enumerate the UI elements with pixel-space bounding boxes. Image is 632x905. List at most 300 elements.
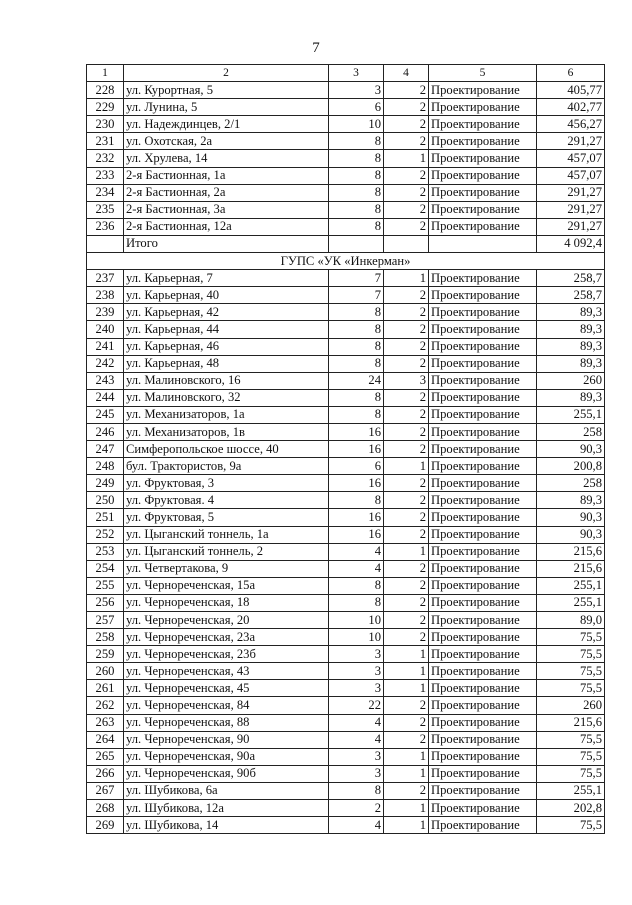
header-cell: 6 [537,65,605,82]
row-col3: 3 [329,680,384,697]
row-col3: 2 [329,800,384,817]
objects-table [86,64,605,834]
row-col3: 8 [329,594,384,611]
row-number: 262 [87,697,124,714]
row-work-type: Проектирование [429,714,537,731]
table-row [87,441,605,458]
row-col3: 22 [329,697,384,714]
row-address: ул. Фруктовая, 5 [124,509,329,526]
row-col4: 2 [384,99,429,116]
row-work-type: Проектирование [429,543,537,560]
row-work-type: Проектирование [429,389,537,406]
row-col4: 2 [384,441,429,458]
row-col3: 6 [329,458,384,475]
row-amount: 215,6 [537,714,605,731]
row-address: ул. Шубикова, 6а [124,782,329,799]
table-row [87,800,605,817]
row-col4: 2 [384,355,429,372]
row-col3: 16 [329,509,384,526]
row-number: 253 [87,543,124,560]
row-address: ул. Чернореченская, 20 [124,612,329,629]
row-address: ул. Курортная, 5 [124,82,329,99]
row-col3: 6 [329,99,384,116]
row-address: ул. Фруктовая. 4 [124,492,329,509]
row-col3: 7 [329,287,384,304]
table-row [87,714,605,731]
row-amount: 291,27 [537,201,605,218]
row-col4: 2 [384,526,429,543]
row-work-type: Проектирование [429,338,537,355]
row-number: 229 [87,99,124,116]
row-address: ул. Чернореченская, 15а [124,577,329,594]
row-address: ул. Хрулева, 14 [124,150,329,167]
row-amount: 202,8 [537,800,605,817]
table-row [87,116,605,133]
row-amount: 200,8 [537,458,605,475]
row-work-type: Проектирование [429,99,537,116]
row-col3: 10 [329,116,384,133]
table-row [87,270,605,287]
row-col3: 4 [329,560,384,577]
row-amount: 258 [537,423,605,440]
total-row [87,235,605,252]
row-amount: 90,3 [537,526,605,543]
row-amount: 255,1 [537,406,605,423]
table-row [87,82,605,99]
table-row [87,184,605,201]
row-col4: 2 [384,492,429,509]
row-amount: 255,1 [537,594,605,611]
table-row [87,646,605,663]
row-col3: 10 [329,612,384,629]
row-address: ул. Цыганский тоннель, 2 [124,543,329,560]
row-work-type: Проектирование [429,663,537,680]
table-row [87,526,605,543]
row-col4: 2 [384,133,429,150]
row-work-type: Проектирование [429,560,537,577]
row-work-type: Проектирование [429,594,537,611]
row-work-type: Проектирование [429,577,537,594]
table-row [87,748,605,765]
row-col4: 2 [384,167,429,184]
row-col3: 3 [329,646,384,663]
page-number: 7 [312,40,320,56]
row-address: ул. Малиновского, 32 [124,389,329,406]
row-number: 266 [87,765,124,782]
header-cell: 5 [429,65,537,82]
row-col4: 2 [384,509,429,526]
row-col4: 2 [384,714,429,731]
row-work-type: Проектирование [429,321,537,338]
row-col3: 8 [329,218,384,235]
row-col4: 2 [384,338,429,355]
row-col3: 16 [329,475,384,492]
row-col4: 3 [384,372,429,389]
row-number: 258 [87,629,124,646]
row-number: 268 [87,800,124,817]
row-amount: 215,6 [537,560,605,577]
row-col3: 10 [329,629,384,646]
row-col4: 2 [384,304,429,321]
row-amount: 89,3 [537,304,605,321]
row-amount: 255,1 [537,782,605,799]
row-col4: 1 [384,663,429,680]
row-work-type: Проектирование [429,406,537,423]
row-amount: 215,6 [537,543,605,560]
total-empty-cell [87,235,124,252]
row-number: 232 [87,150,124,167]
row-address: ул. Чернореченская, 90а [124,748,329,765]
row-number: 239 [87,304,124,321]
row-amount: 75,5 [537,765,605,782]
row-address: ул. Карьерная, 48 [124,355,329,372]
row-address: ул. Шубикова, 12а [124,800,329,817]
row-address: 2-я Бастионная, 3а [124,201,329,218]
table-row [87,167,605,184]
table-row [87,492,605,509]
table-row [87,321,605,338]
row-work-type: Проектирование [429,782,537,799]
row-col3: 8 [329,406,384,423]
row-number: 260 [87,663,124,680]
row-address: ул. Чернореченская, 84 [124,697,329,714]
row-col3: 16 [329,423,384,440]
row-col3: 8 [329,321,384,338]
row-number: 234 [87,184,124,201]
row-work-type: Проектирование [429,765,537,782]
row-number: 231 [87,133,124,150]
row-col3: 4 [329,731,384,748]
header-cell: 2 [124,65,329,82]
row-address: 2-я Бастионная, 2а [124,184,329,201]
row-work-type: Проектирование [429,150,537,167]
row-number: 267 [87,782,124,799]
table-row [87,406,605,423]
row-amount: 75,5 [537,817,605,834]
row-col4: 1 [384,680,429,697]
row-number: 245 [87,406,124,423]
header-cell: 4 [384,65,429,82]
row-amount: 75,5 [537,731,605,748]
row-work-type: Проектирование [429,116,537,133]
row-col4: 2 [384,560,429,577]
row-number: 238 [87,287,124,304]
row-number: 235 [87,201,124,218]
row-col4: 1 [384,150,429,167]
row-amount: 457,07 [537,167,605,184]
row-work-type: Проектирование [429,304,537,321]
row-work-type: Проектирование [429,509,537,526]
table-row [87,697,605,714]
row-number: 240 [87,321,124,338]
row-col3: 8 [329,577,384,594]
row-amount: 291,27 [537,218,605,235]
row-address: ул. Чернореченская, 18 [124,594,329,611]
row-col4: 1 [384,748,429,765]
row-amount: 75,5 [537,748,605,765]
row-number: 259 [87,646,124,663]
row-work-type: Проектирование [429,133,537,150]
row-number: 249 [87,475,124,492]
table-row [87,99,605,116]
row-address: ул. Карьерная, 46 [124,338,329,355]
row-work-type: Проектирование [429,218,537,235]
row-number: 252 [87,526,124,543]
row-col4: 2 [384,116,429,133]
row-number: 269 [87,817,124,834]
table-row [87,287,605,304]
row-col4: 2 [384,389,429,406]
row-address: ул. Охотская, 2а [124,133,329,150]
row-work-type: Проектирование [429,748,537,765]
row-col4: 1 [384,543,429,560]
row-address: Симферопольское шоссе, 40 [124,441,329,458]
row-col4: 1 [384,646,429,663]
table-row [87,782,605,799]
total-empty-cell [329,235,384,252]
row-work-type: Проектирование [429,612,537,629]
total-empty-cell [384,235,429,252]
row-work-type: Проектирование [429,458,537,475]
table-header-row [87,65,605,82]
row-number: 254 [87,560,124,577]
table-row [87,458,605,475]
row-col3: 8 [329,184,384,201]
row-work-type: Проектирование [429,355,537,372]
row-number: 256 [87,594,124,611]
row-col4: 2 [384,321,429,338]
row-address: ул. Чернореченская, 88 [124,714,329,731]
table-row [87,577,605,594]
row-amount: 90,3 [537,441,605,458]
row-col4: 2 [384,594,429,611]
row-address: ул. Чернореченская, 45 [124,680,329,697]
row-number: 257 [87,612,124,629]
row-number: 264 [87,731,124,748]
row-address: ул. Карьерная, 42 [124,304,329,321]
row-col4: 2 [384,782,429,799]
row-col3: 4 [329,714,384,731]
row-col4: 2 [384,423,429,440]
row-col3: 16 [329,526,384,543]
row-col3: 8 [329,167,384,184]
row-number: 242 [87,355,124,372]
row-col4: 2 [384,287,429,304]
row-work-type: Проектирование [429,800,537,817]
row-work-type: Проектирование [429,167,537,184]
row-amount: 457,07 [537,150,605,167]
row-work-type: Проектирование [429,731,537,748]
row-col4: 2 [384,629,429,646]
row-col3: 7 [329,270,384,287]
row-col3: 8 [329,492,384,509]
table-row [87,663,605,680]
row-number: 247 [87,441,124,458]
row-amount: 89,3 [537,321,605,338]
row-amount: 291,27 [537,184,605,201]
row-address: ул. Четвертакова, 9 [124,560,329,577]
row-amount: 260 [537,372,605,389]
row-col3: 8 [329,201,384,218]
row-col3: 4 [329,543,384,560]
row-work-type: Проектирование [429,184,537,201]
row-address: ул. Фруктовая, 3 [124,475,329,492]
row-col4: 2 [384,697,429,714]
table-row [87,680,605,697]
row-address: ул. Надеждинцев, 2/1 [124,116,329,133]
row-number: 241 [87,338,124,355]
row-amount: 260 [537,697,605,714]
row-work-type: Проектирование [429,372,537,389]
table-body [87,65,605,834]
row-number: 250 [87,492,124,509]
row-number: 248 [87,458,124,475]
section-title: ГУПС «УК «Инкерман» [87,253,605,270]
row-address: ул. Карьерная, 7 [124,270,329,287]
row-address: ул. Карьерная, 40 [124,287,329,304]
row-address: ул. Карьерная, 44 [124,321,329,338]
row-address: ул. Чернореченская, 23а [124,629,329,646]
row-col4: 2 [384,218,429,235]
row-number: 265 [87,748,124,765]
row-col4: 2 [384,612,429,629]
row-address: ул. Чернореченская, 90 [124,731,329,748]
table-row [87,372,605,389]
row-col3: 4 [329,817,384,834]
row-number: 233 [87,167,124,184]
row-number: 243 [87,372,124,389]
row-col4: 2 [384,82,429,99]
row-number: 263 [87,714,124,731]
row-col4: 1 [384,270,429,287]
row-number: 255 [87,577,124,594]
table-row [87,475,605,492]
row-col3: 8 [329,782,384,799]
row-amount: 89,3 [537,355,605,372]
row-amount: 75,5 [537,646,605,663]
table-row [87,560,605,577]
table-row [87,509,605,526]
row-work-type: Проектирование [429,629,537,646]
table-row [87,389,605,406]
row-col3: 8 [329,133,384,150]
row-col4: 2 [384,475,429,492]
row-number: 251 [87,509,124,526]
row-work-type: Проектирование [429,697,537,714]
row-col4: 1 [384,458,429,475]
header-cell: 3 [329,65,384,82]
row-work-type: Проектирование [429,680,537,697]
row-number: 261 [87,680,124,697]
table-row [87,304,605,321]
row-address: ул. Лунина, 5 [124,99,329,116]
total-empty-cell [429,235,537,252]
row-amount: 402,77 [537,99,605,116]
row-work-type: Проектирование [429,423,537,440]
table-row [87,218,605,235]
row-amount: 89,0 [537,612,605,629]
row-work-type: Проектирование [429,201,537,218]
row-address: ул. Механизаторов, 1а [124,406,329,423]
table-row [87,201,605,218]
row-amount: 405,77 [537,82,605,99]
row-col3: 8 [329,389,384,406]
row-number: 228 [87,82,124,99]
row-number: 244 [87,389,124,406]
row-col3: 8 [329,150,384,167]
row-number: 237 [87,270,124,287]
row-amount: 456,27 [537,116,605,133]
row-address: 2-я Бастионная, 12а [124,218,329,235]
table-row [87,765,605,782]
table-row [87,543,605,560]
row-col4: 2 [384,406,429,423]
table-row [87,629,605,646]
row-col4: 2 [384,184,429,201]
row-address: 2-я Бастионная, 1а [124,167,329,184]
row-work-type: Проектирование [429,646,537,663]
row-amount: 258,7 [537,270,605,287]
row-amount: 89,3 [537,389,605,406]
table-row [87,133,605,150]
row-col4: 2 [384,201,429,218]
row-col3: 3 [329,82,384,99]
table-row [87,731,605,748]
header-cell: 1 [87,65,124,82]
row-address: бул. Трактористов, 9а [124,458,329,475]
row-col3: 16 [329,441,384,458]
row-number: 246 [87,423,124,440]
row-work-type: Проектирование [429,492,537,509]
row-amount: 291,27 [537,133,605,150]
row-col3: 3 [329,663,384,680]
section-row [87,253,605,270]
row-col4: 1 [384,765,429,782]
row-address: ул. Чернореченская, 90б [124,765,329,782]
row-col4: 1 [384,817,429,834]
row-number: 230 [87,116,124,133]
row-address: ул. Шубикова, 14 [124,817,329,834]
row-address: ул. Чернореченская, 43 [124,663,329,680]
row-number: 236 [87,218,124,235]
row-col4: 2 [384,731,429,748]
row-work-type: Проектирование [429,817,537,834]
row-work-type: Проектирование [429,82,537,99]
row-amount: 90,3 [537,509,605,526]
row-col4: 1 [384,800,429,817]
row-address: ул. Чернореченская, 23б [124,646,329,663]
row-work-type: Проектирование [429,526,537,543]
row-amount: 75,5 [537,680,605,697]
table-row [87,817,605,834]
row-col3: 3 [329,765,384,782]
row-work-type: Проектирование [429,287,537,304]
row-work-type: Проектирование [429,475,537,492]
table-row [87,594,605,611]
row-amount: 89,3 [537,492,605,509]
row-amount: 258,7 [537,287,605,304]
table-row [87,150,605,167]
table-row [87,423,605,440]
row-work-type: Проектирование [429,441,537,458]
row-address: ул. Механизаторов, 1в [124,423,329,440]
row-col3: 24 [329,372,384,389]
row-amount: 89,3 [537,338,605,355]
row-col3: 8 [329,304,384,321]
row-col3: 8 [329,355,384,372]
row-work-type: Проектирование [429,270,537,287]
total-value: 4 092,4 [537,235,605,252]
